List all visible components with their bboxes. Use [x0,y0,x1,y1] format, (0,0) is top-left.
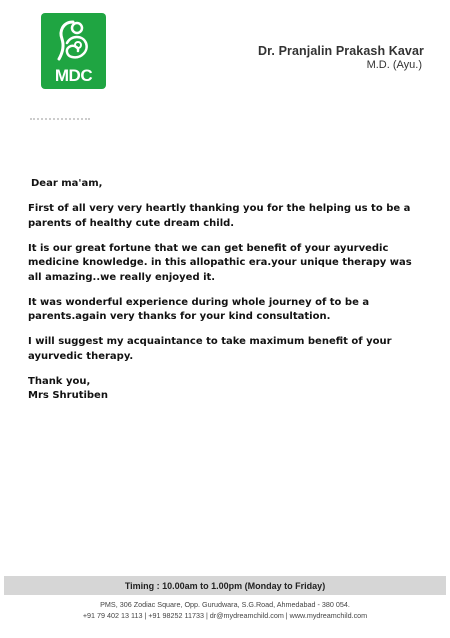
faded-mark [30,118,90,123]
signature: Mrs Shrutiben [28,390,108,401]
footer-address: PMS, 306 Zodiac Square, Opp. Gurudwara, S.G.Road, Ahmedabad - 380 054. [100,600,350,609]
footer-contact: +91 79 402 13 113 | +91 98252 11733 | dr@mydreamchild.com | www.mydreamchild.com [82,611,368,620]
letter-paragraph: First of all very very heartly thanking you for the helping us to be a parents of healthy cute dream child. [28,203,411,229]
closing: Thank you, [28,375,91,387]
timing-text: Timing : 10.00am to 1.00pm (Monday to Friday) [124,580,326,591]
doctor-name: Dr. Pranjalin Prakash Kavar [258,44,424,58]
mother-child-icon [53,19,94,65]
salutation: Dear ma'am, [31,178,103,189]
doctor-qualification: M.D. (Ayu.) [366,59,422,71]
letter-paragraph: It is our great fortune that we can get benefit of your ayurvedic medicine knowledge. in this allopathic era.your unique therapy was all amazing..we really enjoyed it. [28,242,412,283]
letter-paragraph: It was wonderful experience during whole journey of to be a parents.again very thanks for your kind consultation. [28,296,370,322]
logo-text: MDC [54,66,93,85]
mdc-logo [41,13,106,89]
timing-bar [4,576,446,595]
letter-paragraph: I will suggest my acquaintance to take maximum benefit of your ayurvedic therapy. [28,336,392,362]
doctor-info [258,44,424,71]
letter-body [28,177,428,404]
